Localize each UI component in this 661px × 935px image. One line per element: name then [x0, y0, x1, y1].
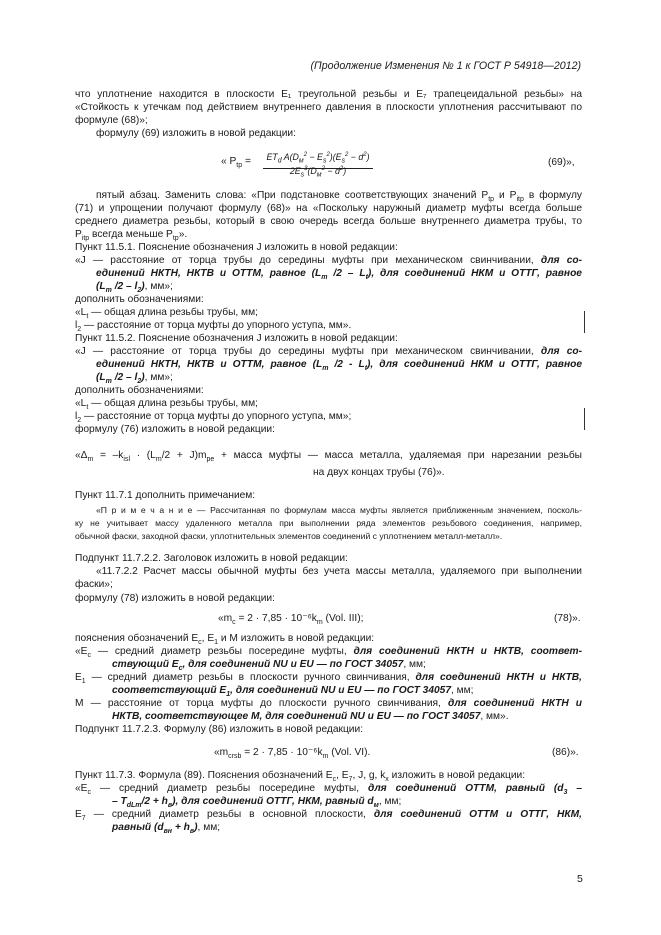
text-line: M — расстояние от торца муфты до плоскости ручного свинчивания, для соединений НКТН и [75, 698, 582, 709]
text-line: фаски»; [75, 579, 113, 590]
text-line: Пункт 11.7.3. Формула (89). Пояснения обозначений $E_c$, $E_7$, J, g, $k_x$ изложить в новой редакции: [75, 770, 526, 784]
text-line: формулу (78) изложить в новой редакции: [75, 593, 275, 604]
text-line: «J — расстояние от торца трубы до середины муфты при механическом свинчивании, для со- [75, 346, 582, 357]
text-line: – $T_{dLm}/2 + h_в$), для соединений ОТТГ, НКМ, равный $d_м$, мм; [112, 796, 402, 810]
page-number: 5 [577, 873, 583, 885]
text-line: «11.7.2.2 Расчет массы обычной муфты без учета массы металла, удаляемого при выполнении [96, 566, 582, 577]
text-line: (71) и упрощении получают формулу (68)» на «Поскольку наружный диаметр муфты всегда больше [75, 203, 582, 214]
text-line: дополнить обозначениями: [75, 294, 204, 305]
text-line: «Стойкость к утечкам под действием внутреннего давления в плоскости уплотнения рассчитывают по [75, 102, 582, 113]
text-line: среднего диаметра резьбы, который в свою очередь всегда больше внутреннего диаметра трубы, то [75, 216, 582, 227]
text-line: Пункт 11.5.2. Пояснение обозначения J изложить в новой редакции: [75, 333, 398, 344]
text-line: единений НКТН, НКТВ и ОТТМ, равное ($L_m$ $/2 - L_t$), для соединений НКМ и ОТТГ, равное [96, 268, 582, 282]
text-line: $E_1$ — средний диаметр резьбы в плоскости ручного свинчивания, для соединений НКТН и НКТВ, [75, 672, 582, 686]
text-line: единений НКТН, НКТВ и ОТТМ, равное ($L_m$ $/2 - L_t$), для соединений НКМ и ОТТГ, равное [96, 359, 582, 373]
text-line: «$m_{crsb} = 2 \cdot 7,85 \cdot 10^{-6}k_m$ (Vol. VI). [214, 747, 371, 761]
text-line: обычной фаски, заходной фаски, уплотнительных элементов соединений с уплотнением металл-металл». [75, 531, 503, 541]
text-line: «$m_c = 2 \cdot 7,85 \cdot 10^{-6}k_m$ (Vol. III); [218, 613, 364, 627]
text-line: НКТВ, соответствующее M, для соединений NU и EU — по ГОСТ 34057, мм». [112, 711, 509, 722]
change-bar [584, 311, 585, 333]
text-line: $ET_d$ $A(D_м^2 - E_s^2)(E_s^2 - d^2)$ [263, 149, 373, 169]
text-line: «П р и м е ч а н и е — Рассчитанная по формулам масса муфты является приближенным значением, посколь- [96, 505, 582, 515]
text-line: «J — расстояние от торца трубы до середины муфты при механическом свинчивании, для со- [75, 255, 582, 266]
text-line: пояснения обозначений $E_c$, $E_1$ и M изложить в новой редакции: [75, 633, 375, 647]
text-line: ку не учитывает массу удаленного металла при выполнении ряда элементов резьбового соединения, например, [75, 518, 582, 528]
text-line: равный $(d_{вн} + h_в)$, мм; [112, 822, 221, 836]
text-line: дополнить обозначениями: [75, 385, 204, 396]
text-line: ($L_m$ $/2 - l_2$), мм»; [96, 372, 173, 386]
text-line: пятый абзац. Заменить слова: «При подстановке соответствующих значений $P_{tp}$ и $P_{itp}$ в формулу [96, 190, 582, 204]
text-line: формуле (68)»; [75, 115, 148, 126]
text-line: Подпункт 11.7.2.3. Формулу (86) изложить в новой редакции: [75, 724, 364, 735]
change-bar [584, 408, 585, 430]
text-line: $P_{itp}$ всегда меньше $P_{tp}$». [75, 229, 188, 243]
text-line: Пункт 11.5.1. Пояснение обозначения J изложить в новой редакции: [75, 242, 398, 253]
text-line: « $P_{tp}$ = [221, 156, 251, 170]
text-line: «$E_c$ — средний диаметр резьбы посередине муфты, для соединений НКТН и НКТВ, соответ- [75, 646, 582, 660]
text-line: «$\Delta_m = -k_{isl} \cdot (L_m/2 + J)m_{pe}$ + масса муфты — масса металла, удаляемая при нарезании резьбы [75, 450, 582, 464]
text-line: (78)». [554, 613, 581, 624]
text-line: соответствующий $E_1$, для соединений NU и EU — по ГОСТ 34057, мм; [112, 685, 474, 699]
text-line: (86)». [552, 747, 579, 758]
text-line: $2E_s^3(D_м^2 - d^2)$ [289, 165, 347, 179]
text-line: $l_2$ — расстояние от торца муфты до упорного уступа, мм»; [75, 411, 352, 425]
text-line: Пункт 11.7.1 дополнить примечанием: [75, 490, 256, 501]
text-line: «$L_t$ — общая длина резьбы трубы, мм; [75, 307, 258, 321]
text-line: $E_7$ — средний диаметр резьбы в основной плоскости, для соединений ОТТМ и ОТТГ, НКМ, [75, 809, 582, 823]
text-line: ствующий $E_c$, для соединений NU и EU — по ГОСТ 34057, мм; [112, 659, 426, 673]
text-line: «$E_c$ — средний диаметр резьбы посередине муфты, для соединений ОТТМ, равный ($d_3$ – [75, 783, 582, 797]
page-header: (Продолжение Изменения № 1 к ГОСТ Р 54918—2012) [310, 60, 581, 72]
text-line: $l_2$ — расстояние от торца муфты до упорного уступа, мм». [75, 320, 352, 334]
text-line: (69)», [548, 157, 575, 168]
text-line: что уплотнение находится в плоскости E₁ треугольной резьбы и E₇ трапецеидальной резьбы» на [75, 89, 582, 100]
text-line: формулу (76) изложить в новой редакции: [75, 424, 275, 435]
text-line: ($L_m$ $/2 - l_2$), мм»; [96, 281, 173, 295]
text-line: формулу (69) изложить в новой редакции: [96, 128, 296, 139]
text-line: Подпункт 11.7.2.2. Заголовок изложить в новой редакции: [75, 553, 348, 564]
text-line: на двух концах трубы (76)». [313, 467, 445, 478]
text-line: «$L_t$ — общая длина резьбы трубы, мм; [75, 398, 258, 412]
